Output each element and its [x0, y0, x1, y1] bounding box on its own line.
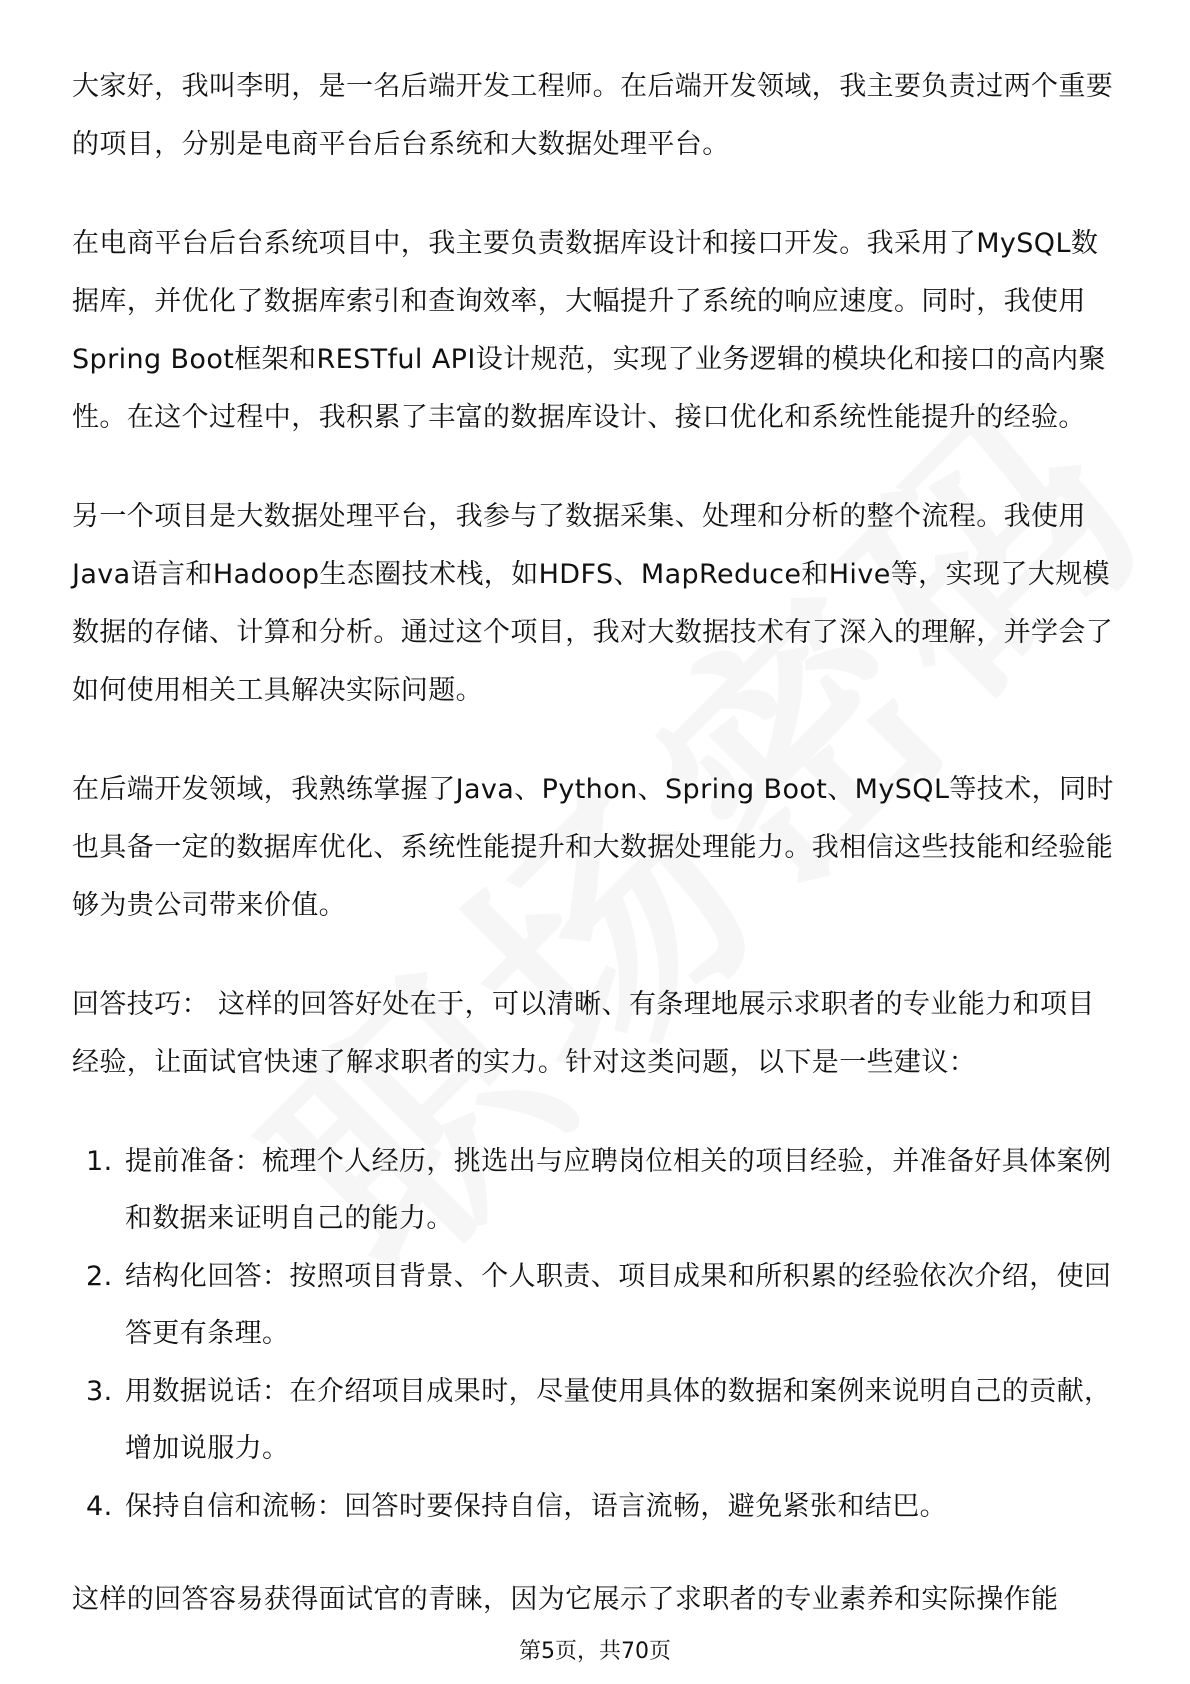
list-item-number: 2.	[86, 1261, 113, 1292]
paragraph-ecommerce-project: 在电商平台后台系统项目中，我主要负责数据库设计和接口开发。我采用了MySQL数据库，并优化了数据库索引和查询效率，大幅提升了系统的响应速度。同时，我使用Spring Boot框架和RESTful API设计规范，实现了业务逻辑的模块化和接口的高内聚性。在这个过程中，我积累了丰富的数据库设计、接口优化和系统性能提升的经验。	[72, 228, 1106, 433]
list-item	[72, 1478, 1122, 1535]
page-number: 第5页，共70页	[519, 1639, 671, 1664]
list-item-number: 3.	[86, 1376, 113, 1407]
list-item-number: 4.	[86, 1491, 113, 1522]
list-item-number: 1.	[86, 1146, 113, 1177]
list-item	[72, 1133, 1122, 1247]
paragraph-bigdata-project: 另一个项目是大数据处理平台，我参与了数据采集、处理和分析的整个流程。我使用Java语言和Hadoop生态圈技术栈，如HDFS、MapReduce和Hive等，实现了大规模数据的存储、计算和分析。通过这个项目，我对大数据技术有了深入的理解，并学会了如何使用相关工具解决实际问题。	[72, 501, 1114, 706]
list-item	[72, 1248, 1122, 1362]
paragraph-skills: 在后端开发领域，我熟练掌握了Java、Python、Spring Boot、MySQL等技术，同时也具备一定的数据库优化、系统性能提升和大数据处理能力。我相信这些技能和经验能够为贵公司带来价值。	[72, 774, 1114, 921]
list-item-text: 结构化回答：按照项目背景、个人职责、项目成果和所积累的经验依次介绍，使回答更有条理。	[125, 1261, 1112, 1349]
list-item-text: 保持自信和流畅：回答时要保持自信，语言流畅，避免紧张和结巴。	[125, 1491, 947, 1522]
list-item-text: 提前准备：梳理个人经历，挑选出与应聘岗位相关的项目经验，并准备好具体案例和数据来证明自己的能力。	[125, 1146, 1112, 1234]
paragraph-closing: 这样的回答容易获得面试官的青睐，因为它展示了求职者的专业素养和实际操作能	[72, 1584, 1059, 1615]
list-item-text: 用数据说话：在介绍项目成果时，尽量使用具体的数据和案例来说明自己的贡献，增加说服力。	[125, 1376, 1112, 1464]
list-item	[72, 1363, 1122, 1477]
paragraph-answer-tips: 回答技巧： 这样的回答好处在于，可以清晰、有条理地展示求职者的专业能力和项目经验，让面试官快速了解求职者的实力。针对这类问题，以下是一些建议：	[72, 989, 1095, 1078]
paragraph-intro: 大家好，我叫李明，是一名后端开发工程师。在后端开发领域，我主要负责过两个重要的项目，分别是电商平台后台系统和大数据处理平台。	[72, 71, 1114, 160]
tips-list	[72, 1133, 1122, 1535]
document-body	[72, 58, 1122, 1670]
